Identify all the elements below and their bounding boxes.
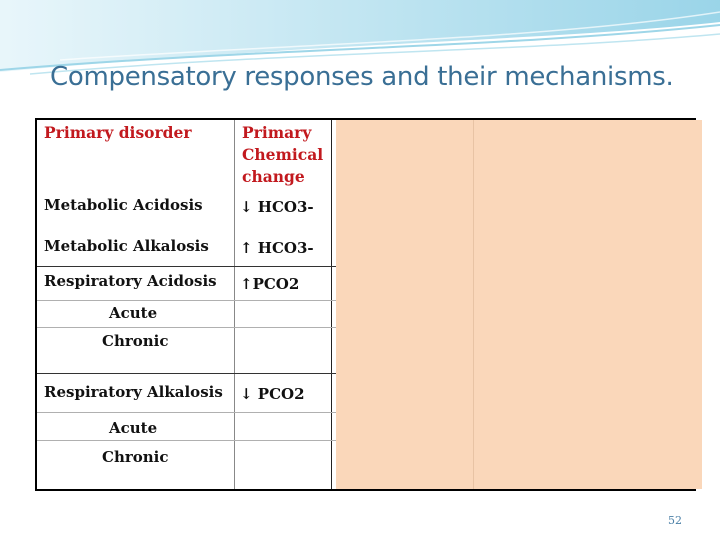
chemical-change-metabolic-alkalosis: ↑ HCO3- [240,239,314,257]
row-label-respiratory-alkalosis: Respiratory Alkalosis [44,383,223,401]
page-number: 52 [668,514,682,527]
row-divider [37,440,337,441]
row-label-resp-alkalosis-chronic: Chronic [102,448,169,466]
row-divider [37,373,337,374]
row-divider [37,327,337,328]
column-divider [331,120,332,489]
chemical-change-metabolic-acidosis: ↓ HCO3- [240,198,314,216]
header-primary-disorder: Primary disorder [44,123,192,142]
redacted-columns-block [336,120,702,489]
row-divider [37,300,337,301]
row-label-metabolic-alkalosis: Metabolic Alkalosis [44,237,209,255]
header-chemical-change-line3: change [242,167,305,186]
row-label-resp-acidosis-chronic: Chronic [102,332,169,350]
redaction-column-divider [473,120,474,489]
column-divider [234,120,235,489]
row-divider [37,412,337,413]
chemical-change-respiratory-acidosis: ↑PCO2 [240,275,300,293]
row-label-respiratory-acidosis: Respiratory Acidosis [44,272,217,290]
row-label-resp-acidosis-acute: Acute [109,304,158,322]
row-label-resp-alkalosis-acute: Acute [109,419,158,437]
header-chemical-change-line1: Primary [242,123,312,142]
chemical-change-respiratory-alkalosis: ↓ PCO2 [240,385,305,403]
header-chemical-change-line2: Chemical [242,145,324,164]
row-divider [37,266,337,267]
slide-title: Compensatory responses and their mechanisms. [50,62,674,92]
row-label-metabolic-acidosis: Metabolic Acidosis [44,196,203,214]
